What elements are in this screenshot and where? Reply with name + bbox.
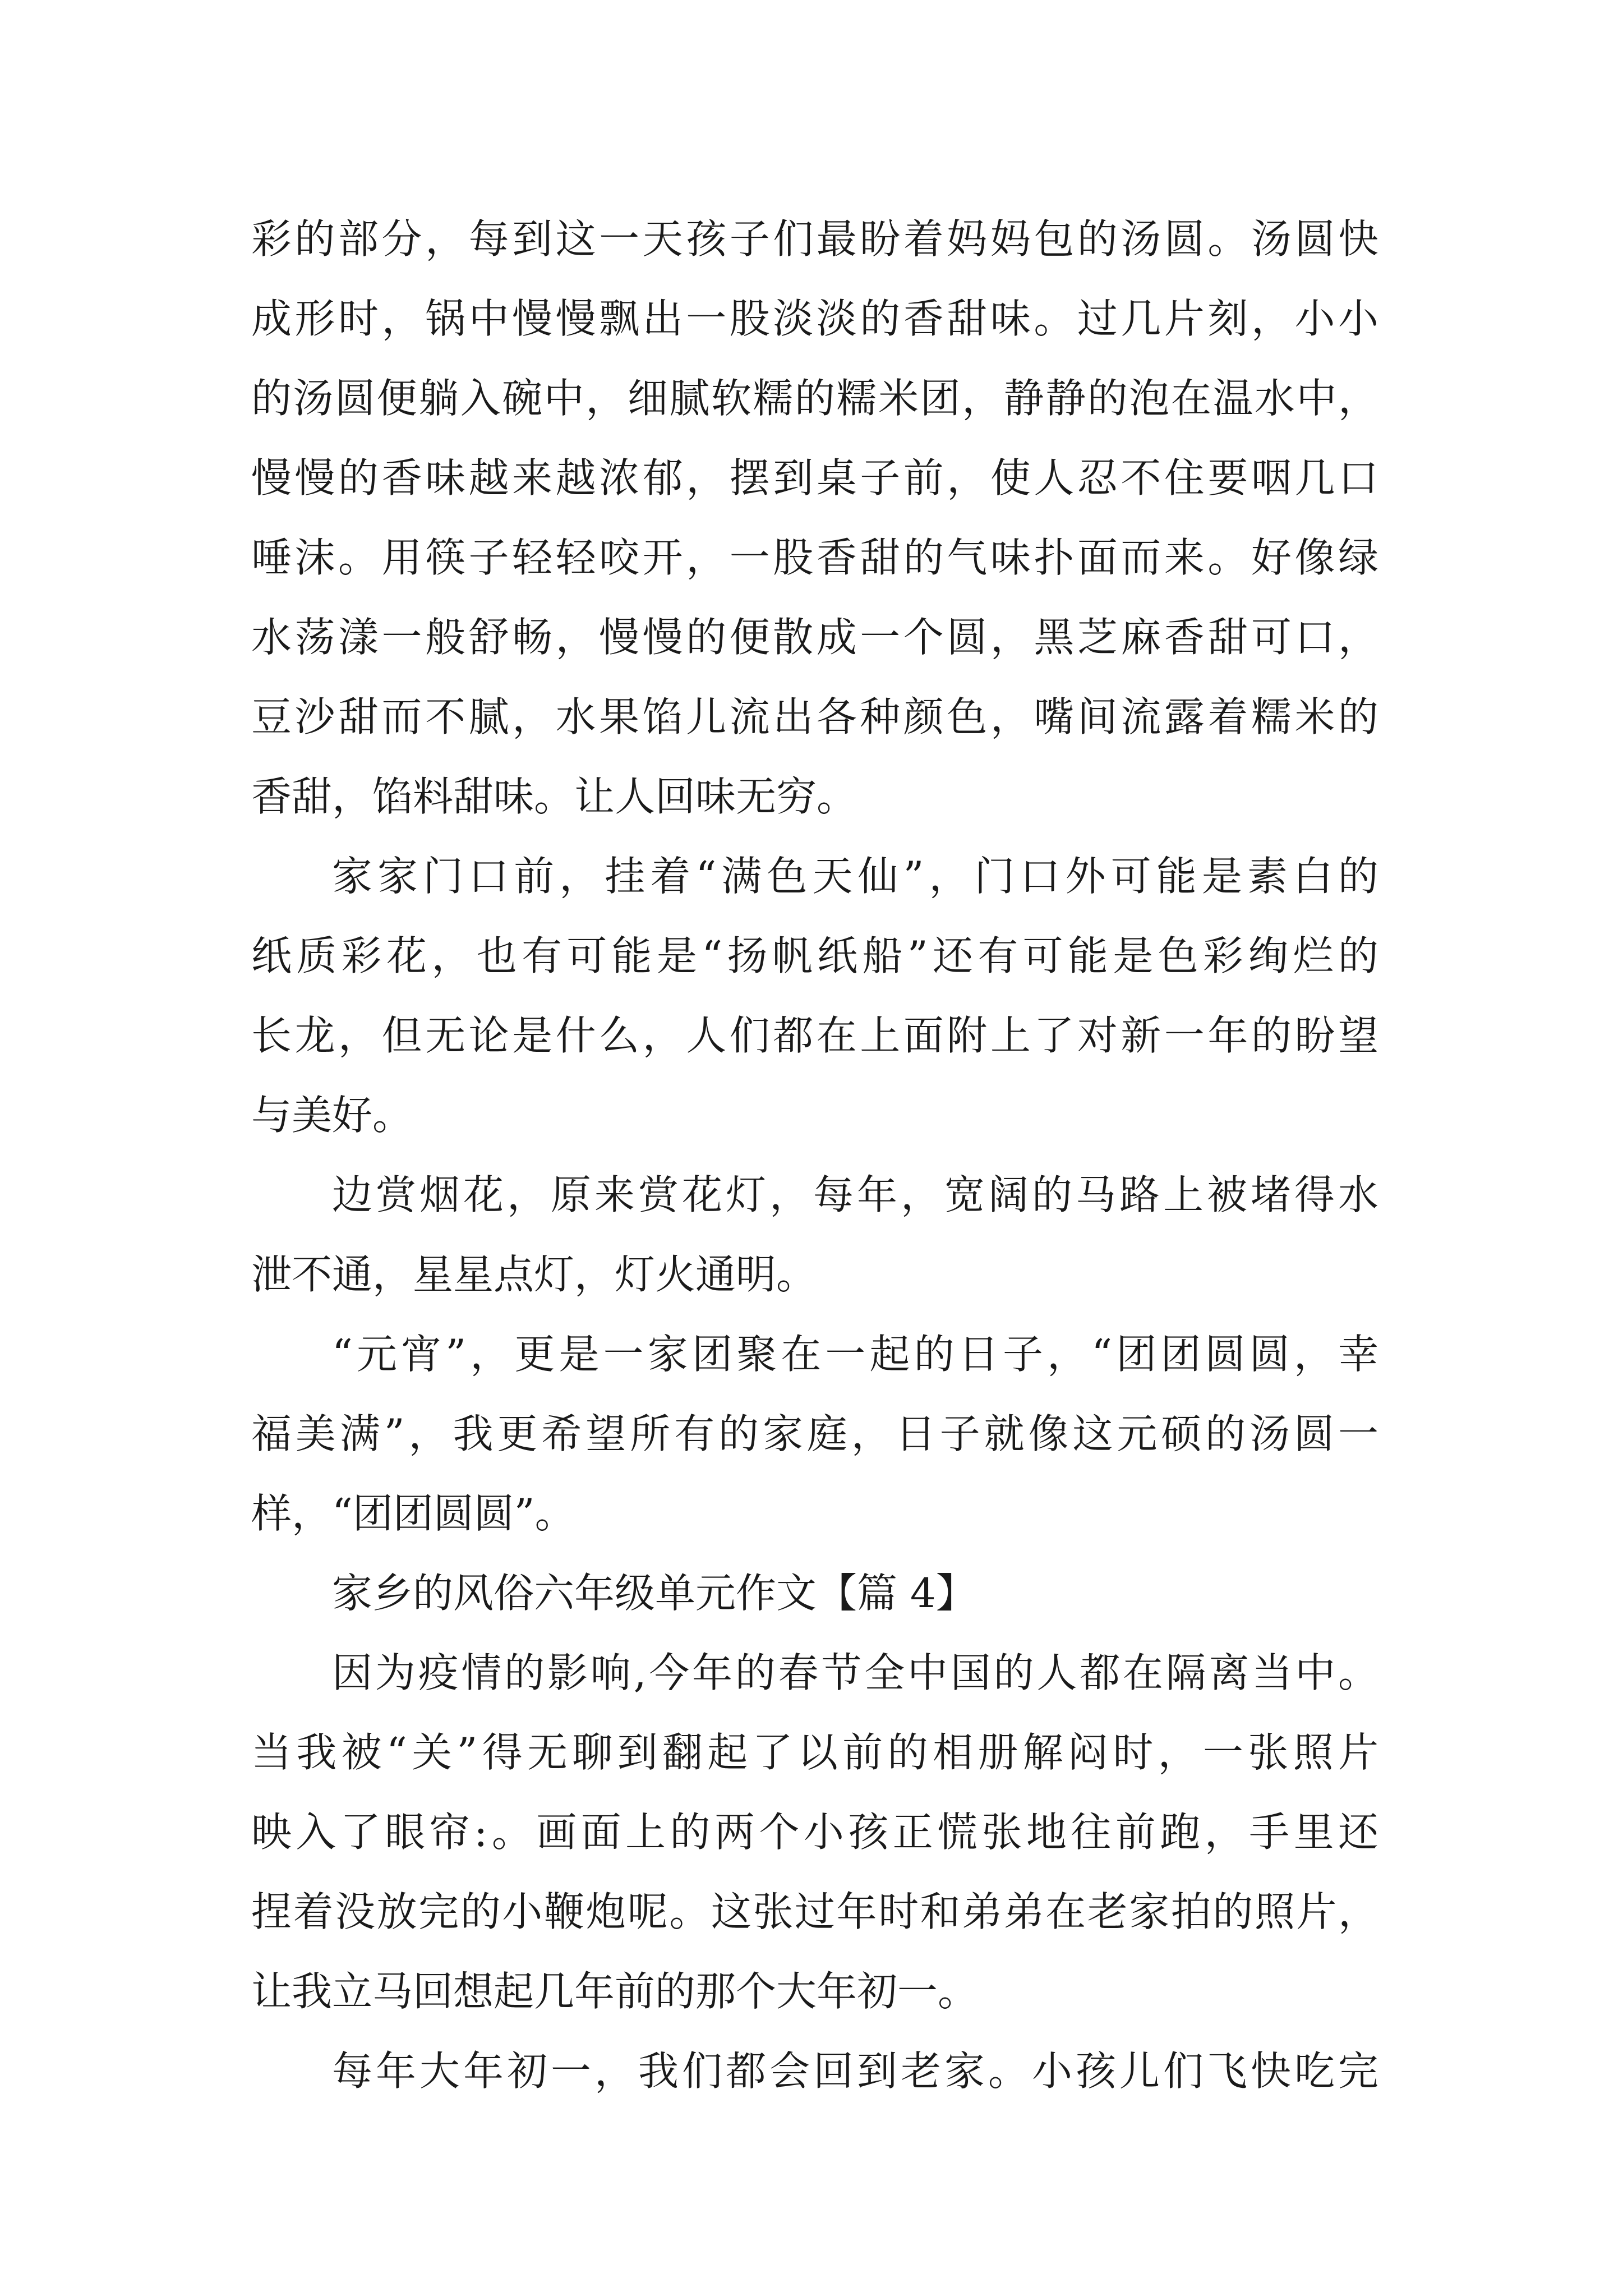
paragraph-start-line: 边赏烟花，原来赏花灯，每年，宽阔的马路上被堵得水: [332, 1171, 1378, 1218]
section-heading: 家乡的风俗六年级单元作文【篇 4】: [332, 1570, 976, 1617]
text-line: 当我被“关”得无聊到翻起了以前的相册解闷时，一张照片: [251, 1729, 1378, 1776]
text-line: 纸质彩花，也有可能是“扬帆纸船”还有可能是色彩绚烂的: [251, 932, 1378, 979]
text-line: 捏着没放完的小鞭炮呢。这张过年时和弟弟在老家拍的照片，: [251, 1888, 1378, 1935]
paragraph-start-line: 家家门口前，挂着“满色天仙”，门口外可能是素白的: [332, 853, 1378, 900]
text-line: 泄不通，星星点灯，灯火通明。: [251, 1251, 817, 1298]
text-line: 样，“团团圆圆”。: [251, 1490, 575, 1537]
text-line: 慢慢的香味越来越浓郁，摆到桌子前，使人忍不住要咽几口: [251, 454, 1378, 501]
text-line: 映入了眼帘:。画面上的两个小孩正慌张地往前跑，手里还: [251, 1809, 1378, 1856]
document-body: [251, 199, 1378, 2111]
text-line: 彩的部分，每到这一天孩子们最盼着妈妈包的汤圆。汤圆快: [251, 215, 1378, 263]
paragraph-start-line: 因为疫情的影响,今年的春节全中国的人都在隔离当中。: [332, 1649, 1378, 1696]
text-line: 长龙，但无论是什么，人们都在上面附上了对新一年的盼望: [251, 1012, 1378, 1059]
paragraph-start-line: 每年大年初一，我们都会回到老家。小孩儿们飞快吃完: [332, 2047, 1378, 2095]
text-line: 的汤圆便躺入碗中，细腻软糯的糯米团，静静的泡在温水中，: [251, 375, 1378, 422]
text-line: 唾沫。用筷子轻轻咬开，一股香甜的气味扑面而来。好像绿: [251, 534, 1378, 581]
text-line: 成形时，锅中慢慢飘出一股淡淡的香甜味。过几片刻，小小: [251, 295, 1378, 342]
paragraph-start-line: “元宵”，更是一家团聚在一起的日子，“团团圆圆，幸: [332, 1331, 1378, 1378]
text-line: 香甜，馅料甜味。让人回味无穷。: [251, 773, 857, 820]
text-line: 福美满”，我更希望所有的家庭，日子就像这元硕的汤圆一: [251, 1410, 1378, 1457]
text-line: 与美好。: [251, 1092, 413, 1139]
text-line: 让我立马回想起几年前的那个大年初一。: [251, 1968, 979, 2015]
text-line: 豆沙甜而不腻，水果馅儿流出各种颜色，嘴间流露着糯米的: [251, 693, 1378, 740]
text-line: 水荡漾一般舒畅，慢慢的便散成一个圆，黑芝麻香甜可口，: [251, 614, 1378, 661]
